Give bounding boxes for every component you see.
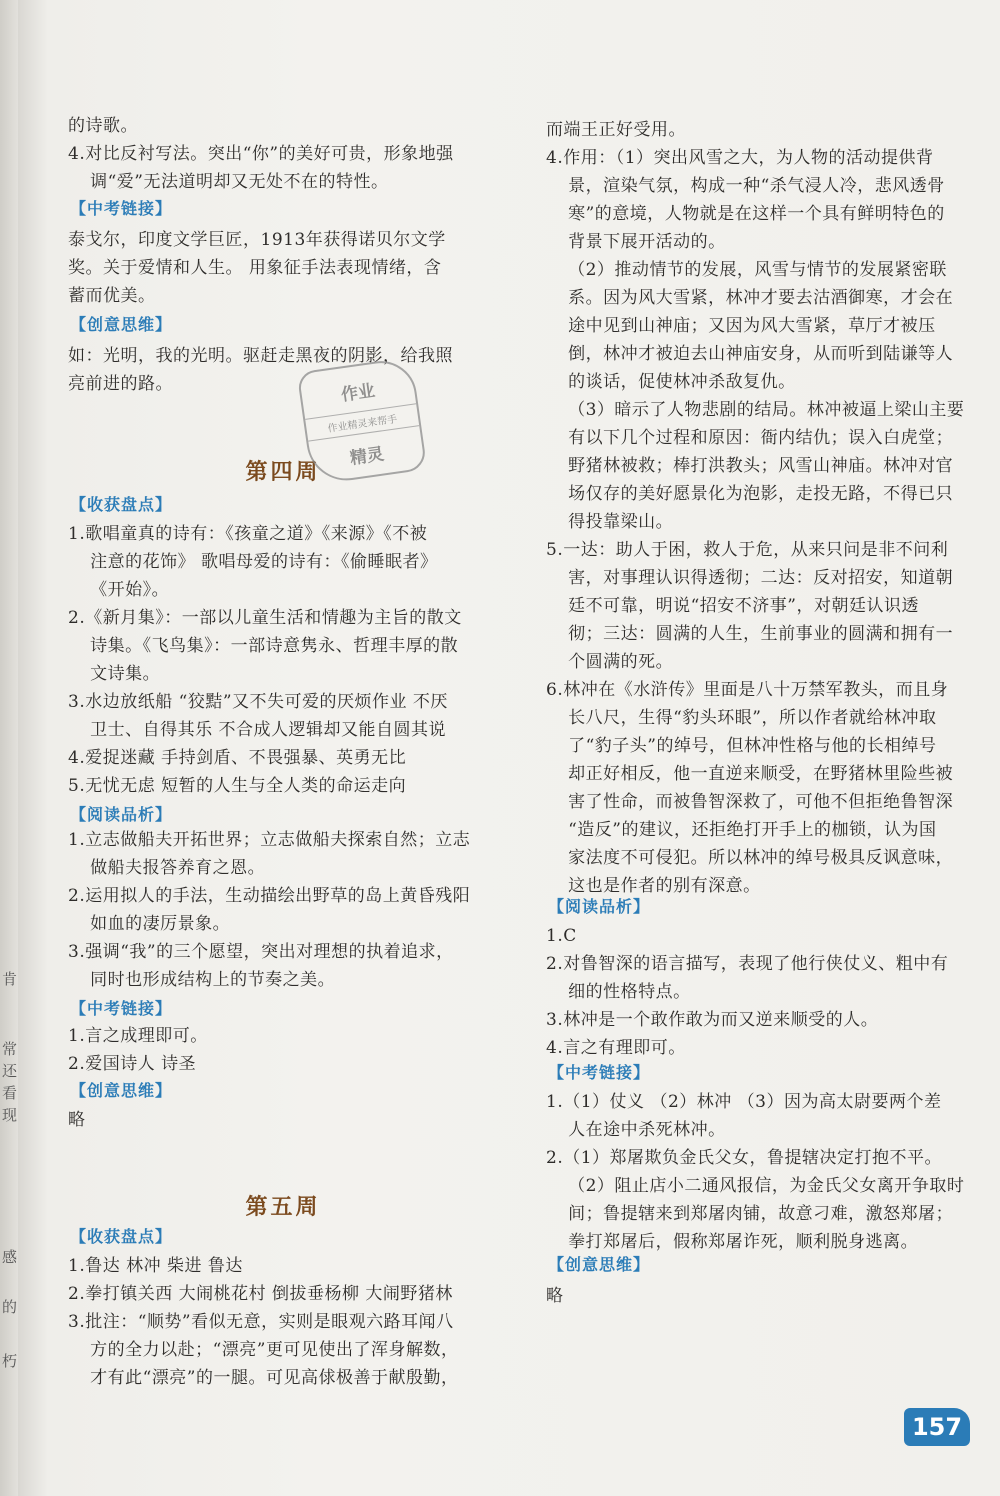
answer-line: 的诗歌。 bbox=[68, 116, 138, 136]
answer-line: 泰戈尔，印度文学巨匠，1913年获得诺贝尔文学 bbox=[68, 230, 446, 250]
edge-char: 感 bbox=[2, 1248, 18, 1266]
answer-item: 2.对鲁智深的语言描写，表现了他行侠仗义、粗中有 细的性格特点。 bbox=[546, 954, 949, 1002]
answer-item: 4.作用：（1）突出风雪之大，为人物的活动提供背 景，渲染气氛，构成一种“杀气浸人冷，悲风透骨 寒”的意境，人物就是在这样一个具有鲜明特色的 背景下展开活动的。 bbox=[546, 148, 945, 252]
section-body bbox=[68, 1106, 498, 1134]
answer-item: 2.《新月集》：一部以儿童生活和情趣为主旨的散文 诗集。《飞鸟集》：一部诗意隽永、哲理丰厚的散 文诗集。 bbox=[68, 608, 462, 684]
answer-line: 而端王正好受用。 bbox=[546, 120, 686, 140]
section-title: 【 阅读品析 】 bbox=[68, 804, 172, 826]
answer-item: 6.林冲在《水浒传》里面是八十万禁军教头，而且身 长八尺，生得“豹头环眼”，所以作者就给林冲取 了“豹子头”的绰号，但林冲性格与他的长相绰号 却正好相反，他一直逆来顺受，在野猪林里险些被 害了性命，而被鲁智深救了，可他不但拒绝鲁智深 “造反”的建议，还拒绝打开手上的枷锁，认为国 家法度不可侵犯。所以林冲的绰号极具反讽意味， 这也是作者的别有深意。 bbox=[546, 680, 954, 896]
homework-stamp bbox=[297, 356, 428, 485]
answer-item: 5.一达：助人于困，救人于危，从来只问是非不问利 害，对事理认识得透彻；二达：反对招安，知道朝 廷不可靠，明说“招安不济事”，对朝廷认识透 彻；三达：圆满的人生，生前事业的圆满和拥有一 个圆满的死。 bbox=[546, 540, 954, 672]
section-body bbox=[68, 226, 498, 310]
answer-item: 4.对比反衬写法。突出“你”的美好可贵，形象地强 调“爱”无法道明却又无处不在的特性。 bbox=[68, 144, 454, 192]
answer-item: （2）推动情节的发展，风雪与情节的发展紧密联 系。因为风大雪紧，林冲才要去沽酒御寒，才会在 途中见到山神庙；又因为风大雪紧，草厅才被压 倒，林冲才被迫去山神庙安身，从而听到陆谦等人 的谈话，促使林冲杀敌复仇。 bbox=[568, 260, 954, 392]
answer-item: （3）暗示了人物悲剧的结局。林冲被逼上梁山主要 有以下几个过程和原因：衙内结仇；误入白虎堂； 野猪林被救；棒打洪教头；风雪山神庙。林冲对官 场仅存的美好愿景化为泡影，走投无路，不得已只 得投靠梁山。 bbox=[568, 400, 965, 532]
section-body bbox=[68, 342, 498, 398]
answer-line: 2.拳打镇关西 大闹桃花村 倒拔垂杨柳 大闹野猪林 bbox=[68, 1284, 453, 1304]
edge-char: 常 bbox=[2, 1040, 18, 1058]
section-header bbox=[68, 314, 498, 336]
section-title: 【 创意思维 】 bbox=[68, 314, 172, 336]
answer-line: 2.爱国诗人 诗圣 bbox=[68, 1054, 197, 1074]
answer-item: 2.运用拟人的手法，生动描绘出野草的岛上黄昏残阳 如血的凄厉景象。 bbox=[68, 886, 471, 934]
section-header bbox=[68, 494, 498, 516]
right-top-answers bbox=[546, 116, 976, 900]
answer-line: 4.言之有理即可。 bbox=[546, 1038, 686, 1058]
section-body bbox=[68, 1252, 498, 1392]
edge-char: 现 bbox=[2, 1106, 18, 1124]
answer-item: 3.水边放纸船 “狡黠”又不失可爱的厌烦作业 不厌 卫士、自得其乐 不合成人逻辑却又能自圆其说 bbox=[68, 692, 448, 740]
answer-item: 1.立志做船夫开拓世界；立志做船夫探索自然；立志 做船夫报答养育之恩。 bbox=[68, 830, 471, 878]
answer-line: 略 bbox=[546, 1286, 564, 1306]
section-header bbox=[546, 896, 976, 918]
edge-char: 朽 bbox=[2, 1352, 18, 1370]
week-heading: 第五周 bbox=[245, 1194, 321, 1220]
answer-line: 奖。关于爱情和人生。 用象征手法表现情绪，含 bbox=[68, 258, 442, 278]
section-header bbox=[68, 998, 498, 1020]
section-header bbox=[68, 1080, 498, 1102]
edge-char: 还 bbox=[2, 1062, 18, 1080]
answer-item: （2）阻止店小二通风报信，为金氏父女离开争取时 间；鲁提辖来到郑屠肉铺，故意刁难，激怒郑屠； 拳打郑屠后，假称郑屠诈死，顺利脱身逃离。 bbox=[568, 1176, 965, 1252]
edge-text bbox=[0, 0, 18, 1496]
answer-line: 3.林冲是一个敢作敢为而又逆来顺受的人。 bbox=[546, 1010, 879, 1030]
section-body bbox=[546, 922, 976, 1062]
answer-line: 1.鲁达 林冲 柴进 鲁达 bbox=[68, 1256, 243, 1276]
previous-page-edge bbox=[0, 0, 18, 1496]
answer-item: 1.歌唱童真的诗有：《孩童之道》《来源》《不被 注意的花饰》 歌唱母爱的诗有：《偷睡眠者》 《开始》。 bbox=[68, 524, 438, 600]
edge-char: 看 bbox=[2, 1084, 18, 1102]
section-title: 【 中考链接 】 bbox=[546, 1062, 650, 1084]
section-body bbox=[68, 520, 498, 800]
answer-line: 1.C bbox=[546, 926, 577, 946]
section-title: 【 阅读品析 】 bbox=[546, 896, 650, 918]
answer-line: 亮前进的路。 bbox=[68, 374, 173, 394]
section-title: 【 收获盘点 】 bbox=[68, 1226, 172, 1248]
answer-line: 如：光明，我的光明。驱赶走黑夜的阴影，给我照 bbox=[68, 346, 453, 366]
book-page bbox=[18, 0, 1000, 1496]
edge-char: 的 bbox=[2, 1298, 18, 1316]
section-body bbox=[546, 1088, 976, 1256]
answer-line: 略 bbox=[68, 1110, 86, 1130]
answer-line: 5.无忧无虑 短暂的人生与全人类的命运走向 bbox=[68, 776, 407, 796]
left-top-answers bbox=[68, 112, 498, 196]
stamp-text: 作业 bbox=[339, 381, 377, 406]
answer-item: 3.批注：“顺势”看似无意，实则是眼观六路耳闻八 方的全力以赴；“漂亮”更可见使出了浑身解数， 才有此“漂亮”的一腿。可见高俅极善于献殷勤， bbox=[68, 1312, 459, 1388]
section-body bbox=[68, 1022, 498, 1078]
section-body bbox=[546, 1282, 976, 1310]
section-header bbox=[546, 1062, 976, 1084]
section-header bbox=[68, 198, 498, 220]
stamp-text: 精灵 bbox=[348, 444, 386, 469]
section-title: 【 收获盘点 】 bbox=[68, 494, 172, 516]
edge-char: 肯 bbox=[2, 970, 18, 988]
answer-item: 3.强调“我”的三个愿望，突出对理想的执着追求， 同时也形成结构上的节奏之美。 bbox=[68, 942, 454, 990]
section-header bbox=[68, 1226, 498, 1248]
section-title: 【 中考链接 】 bbox=[68, 198, 172, 220]
section-header bbox=[68, 804, 498, 826]
section-body bbox=[68, 826, 498, 994]
stamp-text: 作业精灵来帮手 bbox=[305, 403, 419, 441]
section-header bbox=[546, 1254, 976, 1276]
section-title: 【 中考链接 】 bbox=[68, 998, 172, 1020]
answer-line: 4.爱捉迷藏 手持剑盾、不畏强暴、英勇无比 bbox=[68, 748, 407, 768]
page-number: 157 bbox=[904, 1408, 970, 1446]
answer-item: 2.（1）郑屠欺负金氏父女，鲁提辖决定打抱不平。 bbox=[546, 1148, 943, 1168]
answer-item: 1.（1）仗义 （2）林冲 （3）因为高太尉要两个差 人在途中杀死林冲。 bbox=[546, 1092, 942, 1140]
week-heading: 第四周 bbox=[245, 459, 321, 485]
section-title: 【 创意思维 】 bbox=[68, 1080, 172, 1102]
section-title: 【 创意思维 】 bbox=[546, 1254, 650, 1276]
answer-line: 1.言之成理即可。 bbox=[68, 1026, 208, 1046]
answer-line: 蓄而优美。 bbox=[68, 286, 156, 306]
